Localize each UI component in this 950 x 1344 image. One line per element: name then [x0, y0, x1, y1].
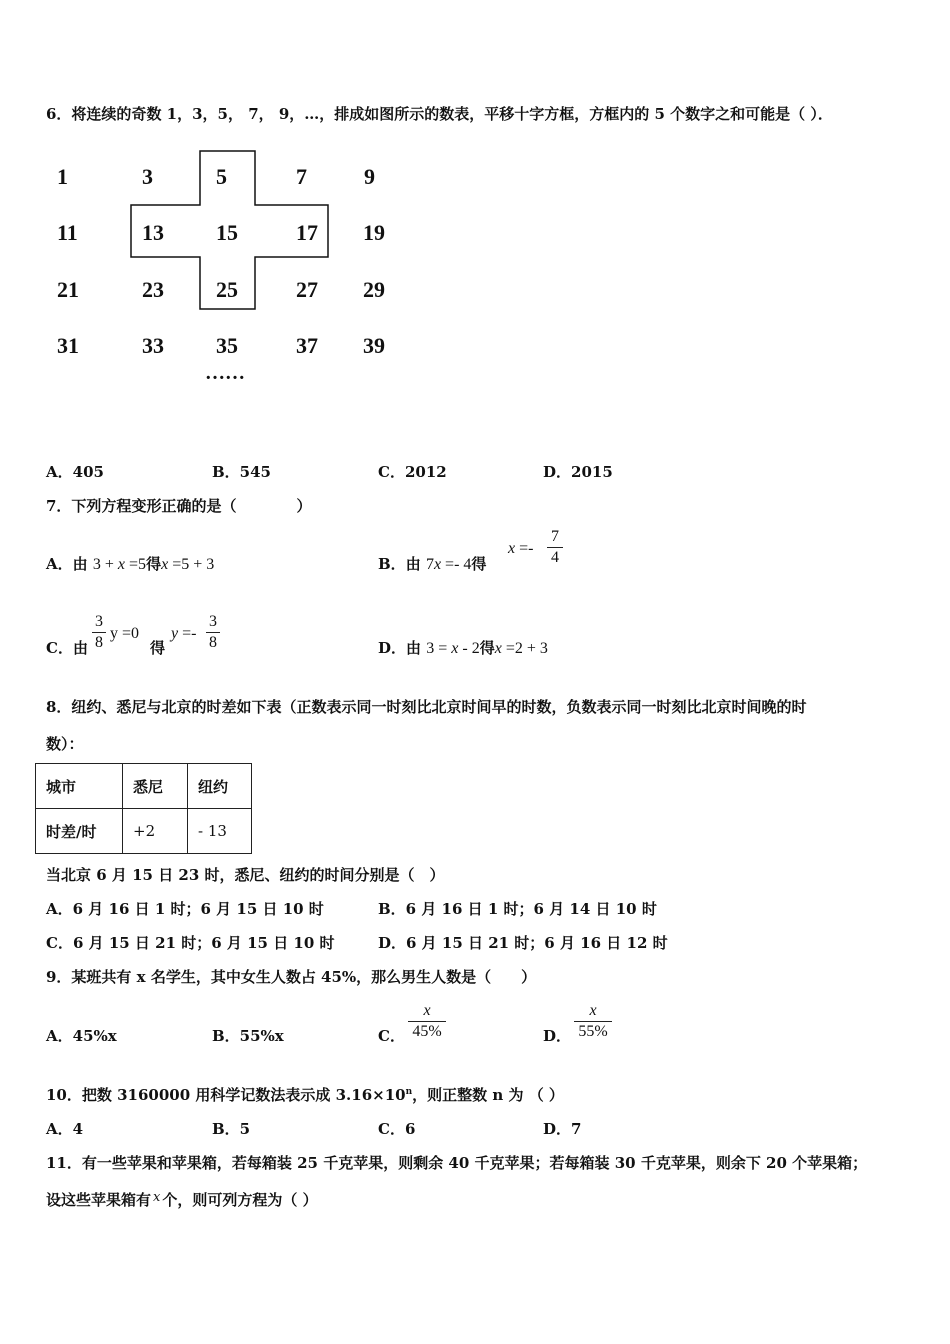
q10-option-c[interactable]: C．6 [378, 1120, 416, 1138]
fraction: x 55% [574, 1002, 612, 1041]
grid-cell: 27 [296, 277, 318, 302]
grid-cell: 23 [142, 277, 164, 302]
table-cell: 城市 [36, 764, 123, 809]
grid-cell: 3 [142, 164, 153, 189]
table-cell: 纽约 [188, 764, 252, 809]
grid-cell: 25 [216, 277, 238, 302]
grid-cell: 33 [142, 333, 164, 358]
q9-option-d[interactable]: D． [543, 1027, 572, 1045]
table-row [36, 809, 252, 854]
q10-option-a[interactable]: A．4 [46, 1120, 84, 1138]
grid-cell: 13 [142, 220, 164, 245]
grid-cell: 29 [363, 277, 385, 302]
result: x =2 + 3 [494, 640, 548, 657]
q6-option-c[interactable]: C．2012 [378, 463, 447, 481]
table-cell: +2 [123, 809, 188, 854]
q8-option-a[interactable]: A．6 月 16 日 1 时；6 月 15 日 10 时 [46, 900, 324, 918]
grid-cell: 1 [57, 164, 68, 189]
q9-option-c[interactable]: C． [378, 1027, 405, 1045]
equation: 3 = x - 2 [426, 640, 480, 657]
q6-option-d[interactable]: D．2015 [543, 463, 613, 481]
word-by: 由 [72, 639, 88, 657]
grid-cell: 15 [216, 220, 238, 245]
q7-b-result: x =- [508, 540, 534, 557]
q7-c-equation: y =0 [110, 625, 140, 642]
grid-cell: 9 [364, 164, 375, 189]
option-label: C． [46, 639, 73, 657]
grid-cell: 21 [57, 277, 79, 302]
equation: 7x =- 4 [425, 556, 472, 573]
option-label: B． [378, 555, 406, 573]
grid-cell: 37 [296, 333, 318, 358]
table-row [36, 764, 252, 809]
q7-option-b[interactable] [378, 553, 486, 574]
q6-option-a[interactable]: A．405 [46, 463, 104, 481]
q8-stem-line1: 8．纽约、悉尼与北京的时差如下表（正数表示同一时刻比北京时间早的时数，负数表示同一时刻比北京时间晚的时 [46, 698, 807, 716]
option-label: D． [378, 639, 407, 657]
grid-ellipsis: …… [205, 362, 245, 384]
table-cell: 时差/时 [36, 809, 123, 854]
q8-question: 当北京 6 月 15 日 23 时，悉尼、纽约的时间分别是（ ） [46, 866, 445, 884]
q7-c-result: y =- [171, 625, 197, 642]
q11-stem-line2: 设这些苹果箱有 x 个，则可列方程为（ ） [46, 1190, 318, 1209]
grid-cell: 11 [57, 220, 78, 245]
q9-stem: 9．某班共有 x 名学生，其中女生人数占 45%，那么男生人数是（ ） [46, 968, 537, 986]
fraction: x 45% [408, 1002, 446, 1041]
q7-stem: 7．下列方程变形正确的是（ ） [46, 497, 312, 515]
grid-cell: 31 [57, 333, 79, 358]
grid-cell: 17 [296, 220, 318, 245]
grid-cell: 39 [363, 333, 385, 358]
q8-option-b[interactable]: B．6 月 16 日 1 时；6 月 14 日 10 时 [378, 900, 657, 918]
grid-cell: 7 [296, 164, 307, 189]
fraction: 3 8 [92, 613, 106, 652]
q7-option-d[interactable] [378, 637, 548, 658]
time-difference-table [35, 763, 252, 854]
grid-cell: 35 [216, 333, 238, 358]
word-by: 由 [72, 555, 88, 573]
grid-cell: 5 [216, 164, 227, 189]
option-label: A． [46, 555, 73, 573]
word-by: 由 [406, 639, 422, 657]
q9-option-b[interactable]: B．55%x [212, 1027, 284, 1045]
q10-option-b[interactable]: B．5 [212, 1120, 251, 1138]
q8-option-d[interactable]: D．6 月 15 日 21 时；6 月 16 日 12 时 [378, 934, 668, 952]
q6-option-b[interactable]: B．545 [212, 463, 271, 481]
equation: 3 + x =5 [92, 556, 147, 573]
table-cell: 悉尼 [123, 764, 188, 809]
q10-stem: 10．把数 3160000 用科学记数法表示成 $3.16\times 10^n$，则正整数 n 为 （ ） [46, 1086, 564, 1104]
q10-option-d[interactable]: D．7 [543, 1120, 582, 1138]
q11-stem-line1: 11．有一些苹果和苹果箱，若每箱装 25 千克苹果，则剩余 40 千克苹果；若每箱装 30 千克苹果，则余下 20 个苹果箱； [46, 1154, 868, 1172]
word-get: 得 [479, 639, 495, 657]
fraction: 7 4 [547, 528, 563, 567]
fraction: 3 8 [206, 613, 220, 652]
table-cell: - 13 [188, 809, 252, 854]
q6-stem: 6．将连续的奇数 1，3，5， 7， 9，…，排成如图所示的数表，平移十字方框，方框内的 5 个数字之和可能是（ ）． [46, 105, 833, 123]
word-get: 得 [150, 639, 166, 657]
result: x =5 + 3 [161, 556, 215, 573]
grid-cell: 19 [363, 220, 385, 245]
q7-option-c[interactable] [46, 637, 88, 658]
q7-option-a[interactable] [46, 553, 214, 574]
word-get: 得 [146, 555, 162, 573]
q8-stem-line2: 数）： [46, 735, 84, 753]
q9-option-a[interactable]: A．45%x [46, 1027, 117, 1045]
word-get: 得 [471, 555, 487, 573]
q8-option-c[interactable]: C．6 月 15 日 21 时；6 月 15 日 10 时 [46, 934, 335, 952]
word-by: 由 [405, 555, 421, 573]
